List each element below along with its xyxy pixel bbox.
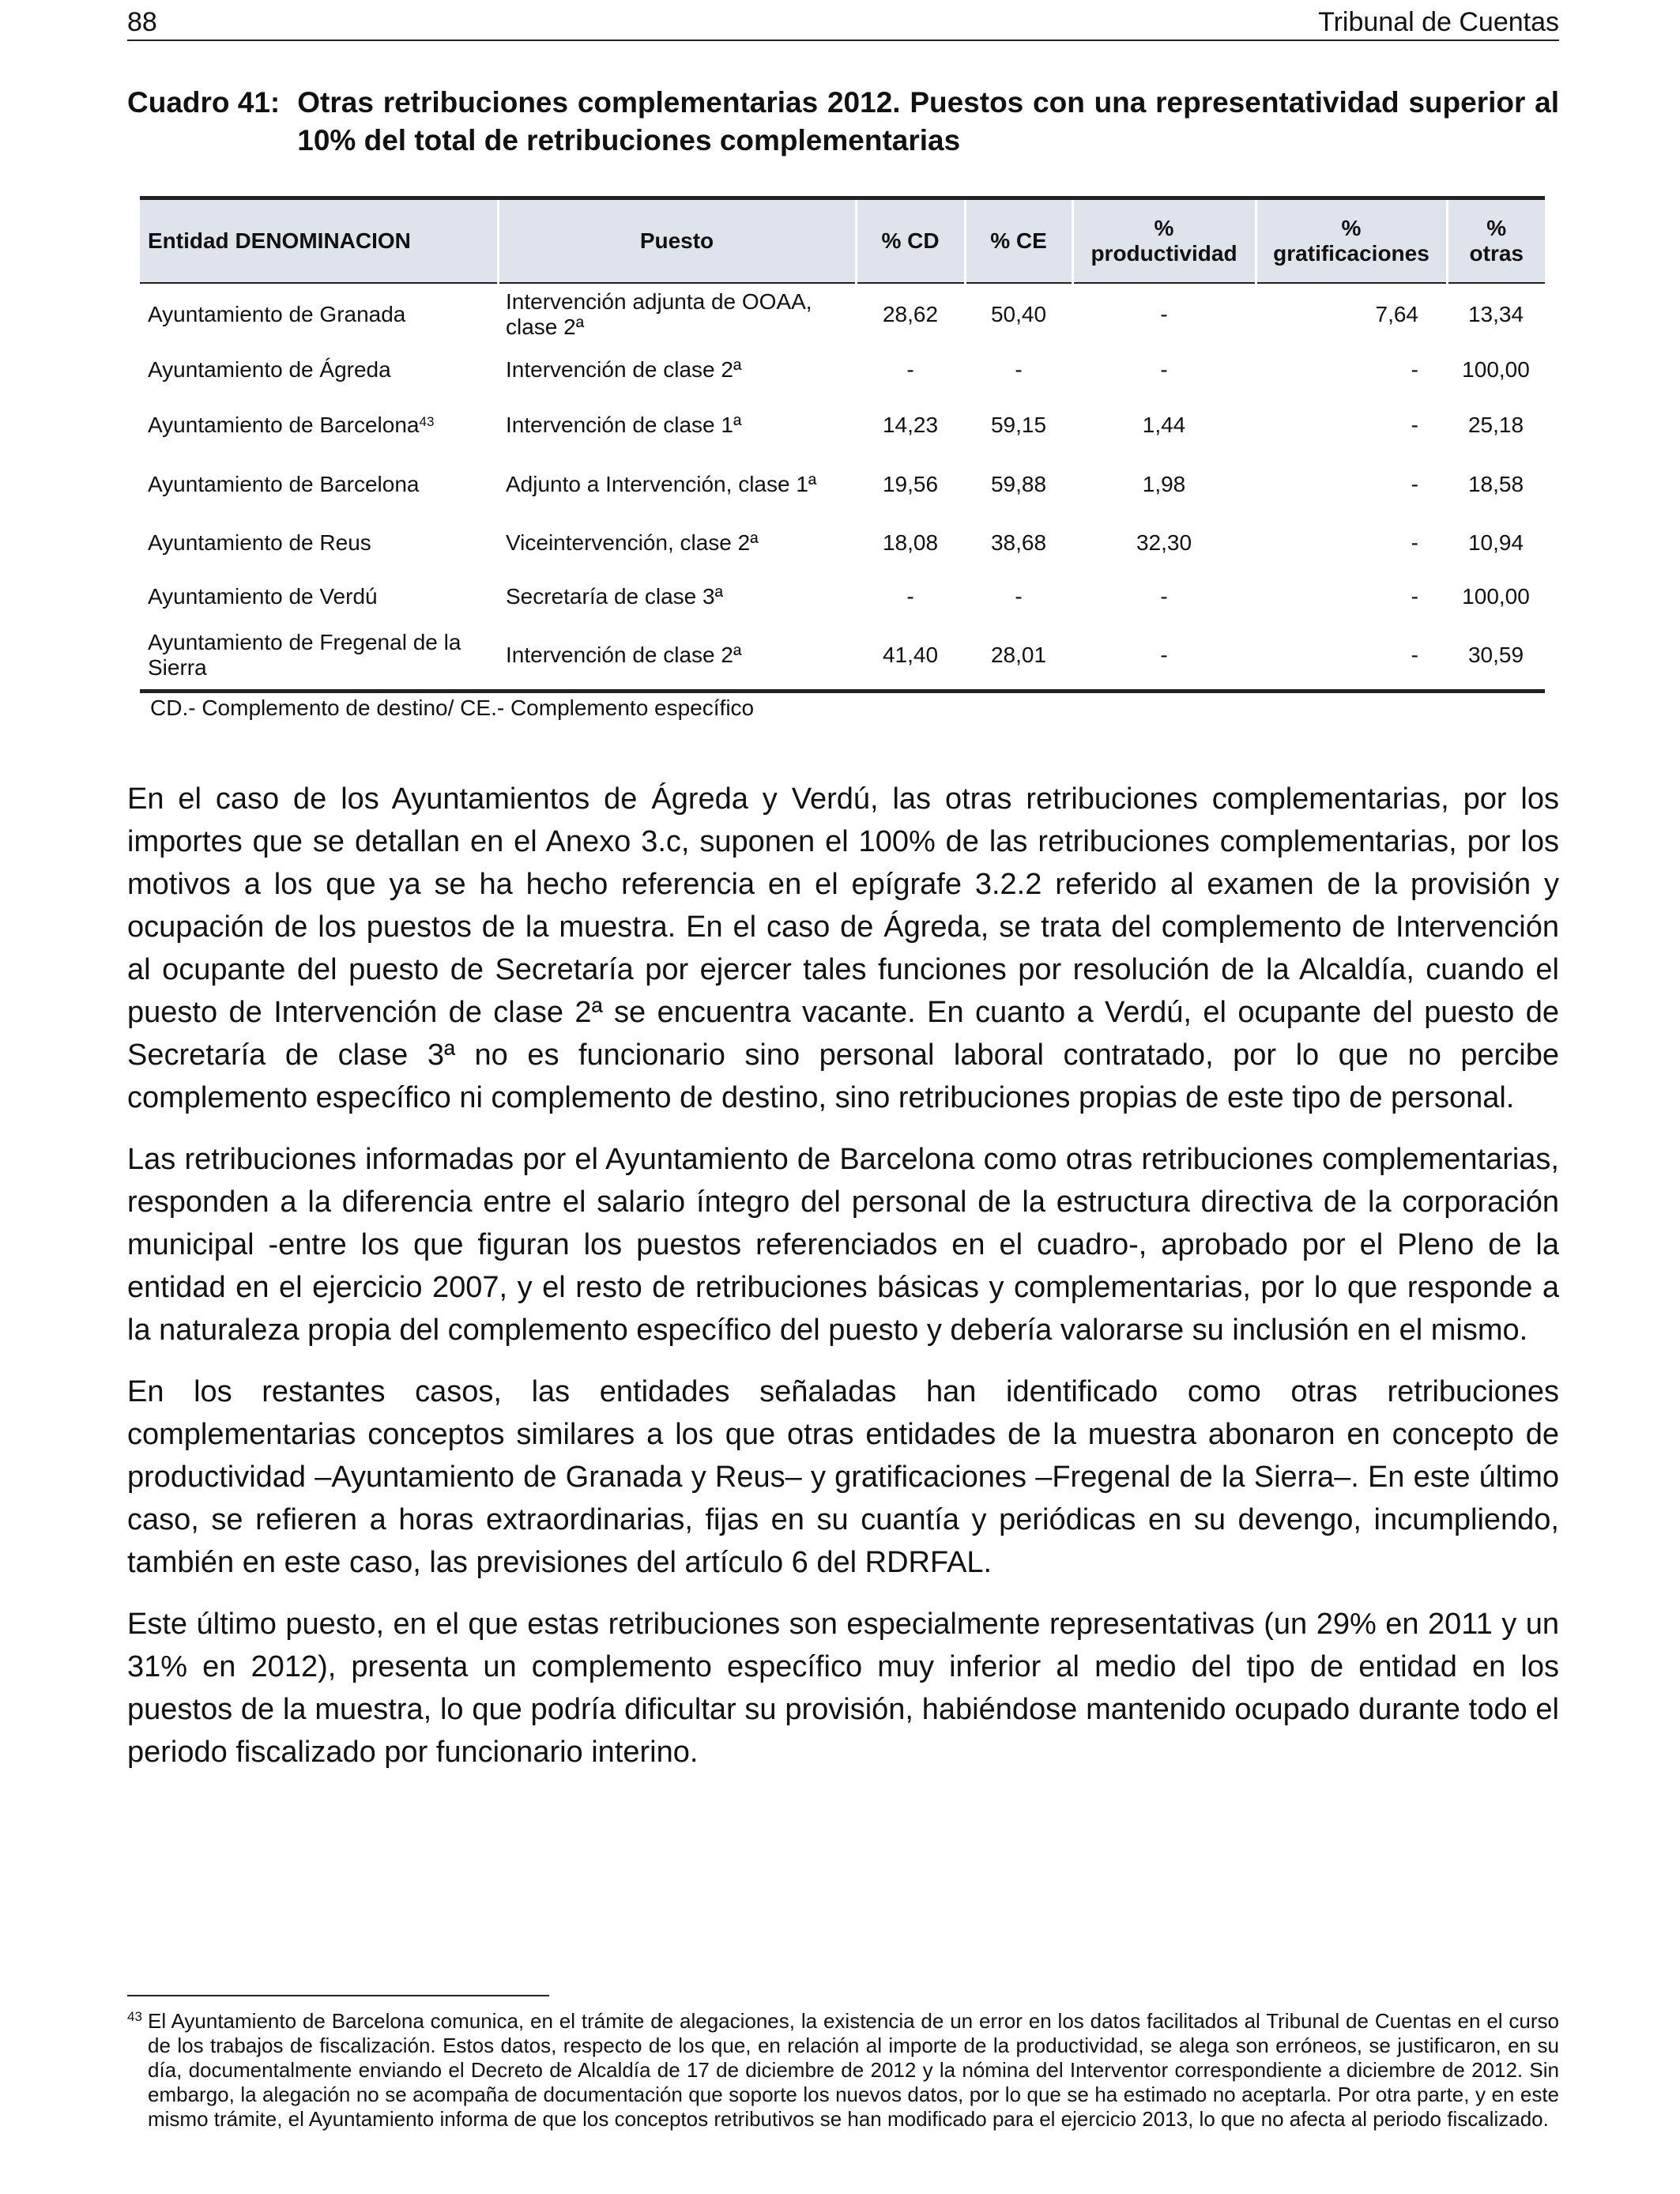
table-row [140,395,1545,455]
cell-gratificaciones: - [1256,621,1447,691]
cell-entidad [140,395,498,455]
header-gratificaciones-label: gratificaciones [1273,241,1430,266]
cell-otras: 100,00 [1462,357,1530,382]
cell-entidad: Ayuntamiento de Barcelona [148,472,420,496]
table-row [140,283,1545,345]
cell-puesto: Intervención de clase 2ª [498,621,856,691]
cell-productividad: 1,98 [1142,472,1186,496]
header-puesto: Puesto [498,198,856,284]
cell-ce: 59,15 [990,413,1047,437]
cell-ce: 38,68 [990,530,1047,555]
cell-gratificaciones: - [1411,472,1418,496]
cell-cd: 19,56 [882,472,939,496]
header-otras [1447,198,1545,284]
cell-cd: - [906,357,914,382]
cell-gratificaciones: - [1411,584,1418,609]
cell-otras: 25,18 [1467,413,1524,437]
table-title [127,84,1559,160]
cell-cd: 14,23 [882,413,939,437]
cell-ce: 59,88 [990,472,1047,496]
cell-otras: 18,58 [1467,472,1524,496]
cell-puesto: Intervención de clase 1ª [506,413,742,437]
cell-ce: - [1015,357,1023,382]
cell-puesto: Intervención adjunta de OOAA, clase 2ª [506,288,812,339]
cell-otras: 30,59 [1447,621,1545,691]
paragraph: En los restantes casos, las entidades señaladas han identificado como otras retribuciones complementarias conceptos similares a los que otras entidades de la muestra abonaron en concepto de productividad –Ayuntamiento de Granada y Reus– y gratificaciones –Fregenal de la Sierra–. En este último caso, se refieren a horas extraordinarias, fijas en su cuantía y periódicas en su devengo, incumpliendo, también en este caso, las previsiones del artículo 6 del RDRFAL. [127,1375,1559,1579]
footnote-text: El Ayuntamiento de Barcelona comunica, en el trámite de alegaciones, la existencia de un error en los datos facilitados al Tribunal de Cuentas en el curso de los trabajos de fiscalización. Estos datos, respecto de los que, en relación al importe de la productividad, se alega son erróneos, se justificaron, en su día, documentalmente enviando el Decreto de Alcaldía de 17 de diciembre de 2012 y la nómina del Interventor correspondiente a diciembre de 2012. Sin embargo, la alegación no se acompaña de documentación que soporte los nuevos datos, por lo que se ha estimado no aceptarla. Por otra parte, y en este mismo trámite, el Ayuntamiento informa de que los conceptos retributivos se han modificado para el ejercicio 2013, lo que no afecta al periodo fiscalizado. [148,2009,1559,2131]
cell-entidad: Ayuntamiento de Granada [148,301,406,326]
cell-ce: 28,01 [965,621,1072,691]
header-gratificaciones-pct: % [1341,216,1362,240]
footnote-divider [127,1995,549,1996]
cell-puesto: Secretaría de clase 3ª [506,584,723,609]
table-row [140,621,1545,691]
header-cd: % CD [856,198,965,284]
cell-cd: 41,40 [856,621,965,691]
cell-gratificaciones: - [1411,530,1418,555]
page-header [127,3,1559,41]
cell-otras: 100,00 [1462,584,1530,609]
header-otras-label: otras [1469,241,1524,266]
header-productividad-label: productividad [1090,241,1237,266]
cell-entidad: Ayuntamiento de Ágreda [148,357,391,382]
cell-otras: 10,94 [1467,530,1524,555]
cell-entidad: Ayuntamiento de Fregenal de la Sierra [140,621,498,691]
footnote [127,2009,1559,2132]
cell-entidad: Ayuntamiento de Verdú [148,584,378,609]
cell-puesto: Viceintervención, clase 2ª [506,530,759,555]
cell-productividad: 1,44 [1142,413,1186,437]
cell-productividad: - [1160,584,1168,609]
cell-puesto: Intervención de clase 2ª [506,357,742,382]
footnote-ref-43[interactable]: 43 [419,414,435,429]
cell-productividad: - [1160,301,1168,326]
cell-ce: 50,40 [990,301,1047,326]
table-header-row [140,198,1545,284]
cell-otras: 13,34 [1467,301,1524,326]
cell-cd: 28,62 [882,301,939,326]
cell-productividad: - [1160,357,1168,382]
header-productividad-pct: % [1154,216,1174,240]
cell-gratificaciones: - [1411,413,1418,437]
header-otras-pct: % [1486,216,1507,240]
footnote-mark: 43 [127,2009,142,2024]
publication-name: Tribunal de Cuentas [1318,7,1559,37]
table-caption: Otras retribuciones complementarias 2012. Puestos con una representatividad superior al 10% del total de retribuciones complementarias [297,86,1559,156]
cell-ce: - [1015,584,1023,609]
cell-gratificaciones: 7,64 [1375,301,1418,326]
page-number: 88 [127,7,157,37]
header-gratificaciones [1256,198,1447,284]
table-note: CD.- Complemento de destino/ CE.- Complemento específico [150,696,755,720]
cell-productividad: - [1072,621,1256,691]
cell-entidad: Ayuntamiento de Reus [148,530,371,555]
cell-puesto: Adjunto a Intervención, clase 1ª [506,472,817,496]
cell-gratificaciones: - [1411,357,1418,382]
header-entidad: Entidad DENOMINACION [140,198,498,284]
table-row [140,345,1545,395]
cell-productividad: 32,30 [1136,530,1192,555]
table-row [140,455,1545,514]
cell-cd: 18,08 [882,530,939,555]
cell-entidad-text: Ayuntamiento de Barcelona [148,413,420,437]
header-ce: % CE [965,198,1072,284]
paragraph: Este último puesto, en el que estas retribuciones son especialmente representativas (un 29% en 2011 y un 31% en 2012), presenta un complemento específico muy inferior al medio del tipo de entidad en los puestos de la muestra, lo que podría dificultar su provisión, habiéndose mantenido ocupado durante todo el periodo fiscalizado por funcionario interino. [127,1608,1559,1769]
table-row [140,572,1545,621]
retribuciones-table [140,196,1545,693]
header-productividad [1072,198,1256,284]
table-number: Cuadro 41: [127,86,281,119]
paragraph: En el caso de los Ayuntamientos de Ágreda y Verdú, las otras retribuciones complementarias, por los importes que se detallan en el Anexo 3.c, suponen el 100% de las retribuciones complementarias, por los motivos a los que ya se ha hecho referencia en el epígrafe 3.2.2 referido al examen de la provisión y ocupación de los puestos de la muestra. En el caso de Ágreda, se trata del complemento de Intervención al ocupante del puesto de Secretaría por ejercer tales funciones por resolución de la Alcaldía, cuando el puesto de Intervención de clase 2ª se encuentra vacante. En cuanto a Verdú, el ocupante del puesto de Secretaría de clase 3ª no es funcionario sino personal laboral contratado, por lo que no percibe complemento específico ni complemento de destino, sino retribuciones propias de este tipo de personal. [127,782,1559,1114]
table-row [140,514,1545,572]
cell-cd: - [906,584,914,609]
body-text [127,778,1559,1793]
paragraph: Las retribuciones informadas por el Ayuntamiento de Barcelona como otras retribuciones complementarias, responden a la diferencia entre el salario íntegro del personal de la estructura directiva de la corporación municipal -entre los que figuran los puestos referenciados en el cuadro-, aprobado por el Pleno de la entidad en el ejercicio 2007, y el resto de retribuciones básicas y complementarias, por lo que responde a la naturaleza propia del complemento específico del puesto y debería valorarse su inclusión en el mismo. [127,1143,1559,1347]
